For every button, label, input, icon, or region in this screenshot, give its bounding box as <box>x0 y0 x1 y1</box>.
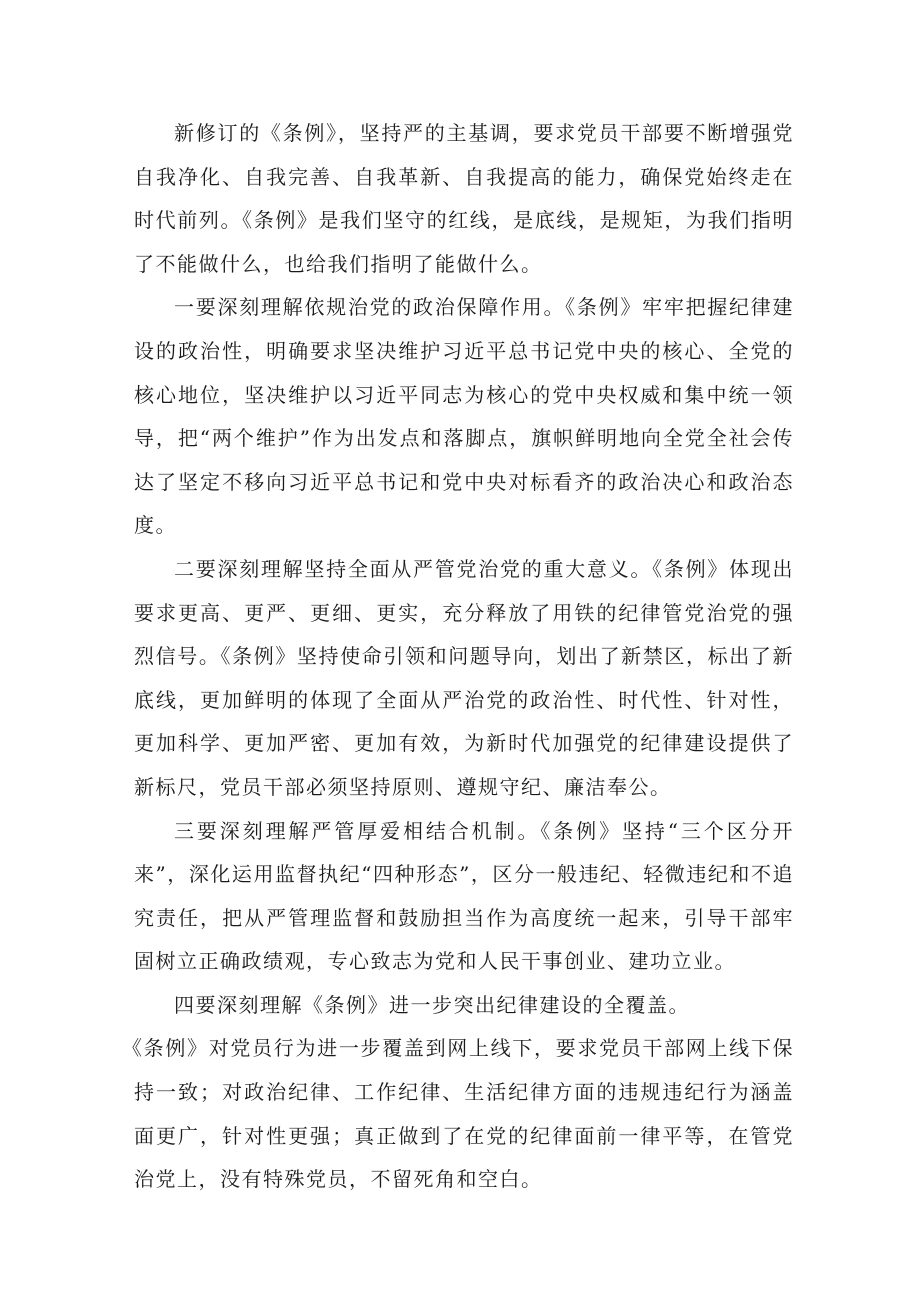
paragraph-point-three: 三要深刻理解严管厚爱相结合机制。《条例》坚持“三个区分开来”，深化运用监督执纪“四种形态”，区分一般违纪、轻微违纪和不追究责任，把从严管理监督和鼓励担当作为高度统一起来，引导干部牢固树立正确政绩观，专心致志为党和人民干事创业、建功立业。 <box>134 818 794 974</box>
document-body <box>122 112 794 1202</box>
paragraph-point-one: 一要深刻理解依规治党的政治保障作用。《条例》牢牢把握纪律建设的政治性，明确要求坚决维护习近平总书记党中央的核心、全党的核心地位，坚决维护以习近平同志为核心的党中央权威和集中统一领导，把“两个维护”作为出发点和落脚点，旗帜鲜明地向全党全社会传达了坚定不移向习近平总书记和党中央对标看齐的政治决心和政治态度。 <box>134 295 794 538</box>
paragraph-point-four-body: 《条例》对党员行为进一步覆盖到网上线下，要求党员干部网上线下保持一致；对政治纪律、工作纪律、生活纪律方面的违规违纪行为涵盖面更广，针对性更强；真正做到了在党的纪律面前一律平等，在管党治党上，没有特殊党员，不留死角和空白。 <box>122 1036 794 1192</box>
paragraph-intro: 新修订的《条例》，坚持严的主基调，要求党员干部要不断增强党自我净化、自我完善、自我革新、自我提高的能力，确保党始终走在时代前列。《条例》是我们坚守的红线，是底线，是规矩，为我们指明了不能做什么，也给我们指明了能做什么。 <box>134 121 794 276</box>
paragraph-point-two: 二要深刻理解坚持全面从严管党治党的重大意义。《条例》体现出要求更高、更严、更细、更实，充分释放了用铁的纪律管党治党的强烈信号。《条例》坚持使命引领和问题导向，划出了新禁区，标出了新底线，更加鲜明的体现了全面从严治党的政治性、时代性、针对性，更加科学、更加严密、更加有效，为新时代加强党的纪律建设提供了新标尺，党员干部必须坚持原则、遵规守纪、廉洁奉公。 <box>134 556 794 799</box>
paragraph-point-four-heading: 四要深刻理解《条例》进一步突出纪律建设的全覆盖。 <box>174 992 690 1017</box>
